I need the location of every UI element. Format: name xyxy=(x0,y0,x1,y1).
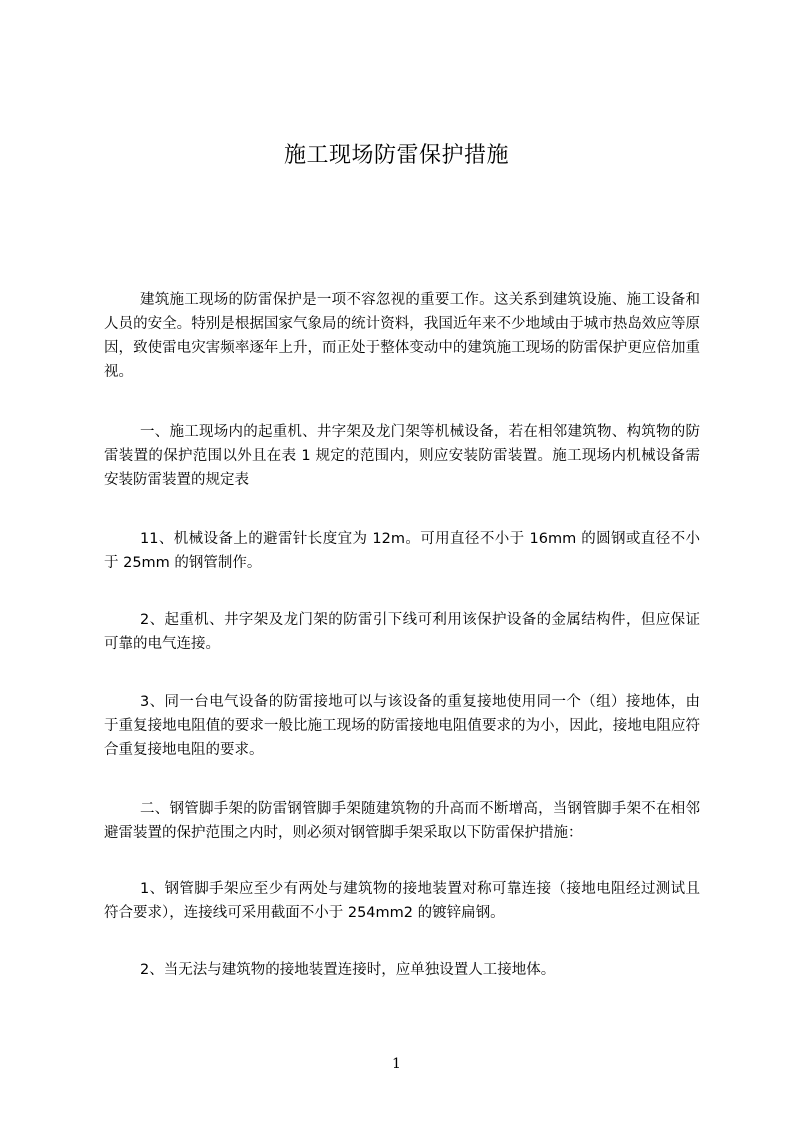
paragraph-intro: 建筑施工现场的防雷保护是一项不容忽视的重要工作。这关系到建筑设施、施工设备和人员的安全。特别是根据国家气象局的统计资料，我国近年来不少地域由于城市热岛效应等原因，致使雷电灾害频率逐年上升，而正处于整体变动中的建筑施工现场的防雷保护更应倍加重视。 xyxy=(104,292,700,380)
paragraph-item-11: 11、机械设备上的避雷针长度宜为 12m。可用直径不小于 16mm 的圆钢或直径不小于 25mm 的钢管制作。 xyxy=(104,531,700,571)
paragraph-sub-item-2: 2、当无法与建筑物的接地装置连接时，应单独设置人工接地体。 xyxy=(140,962,556,978)
paragraph-sub-item-1: 1、钢管脚手架应至少有两处与建筑物的接地装置对称可靠连接（接地电阻经过测试且符合要求），连接线可采用截面不小于 254mm2 的镀锌扁钢。 xyxy=(104,881,700,921)
paragraph-item-2: 2、起重机、井字架及龙门架的防雷引下线可利用该保护设备的金属结构件，但应保证可靠的电气连接。 xyxy=(104,612,700,652)
page-number: 1 xyxy=(392,1056,401,1072)
paragraph-section-two: 二、钢管脚手架的防雷钢管脚手架随建筑物的升高而不断增高，当钢管脚手架不在相邻避雷装置的保护范围之内时，则必须对钢管脚手架采取以下防雷保护措施： xyxy=(104,801,700,841)
paragraph-section-one: 一、施工现场内的起重机、井字架及龙门架等机械设备，若在相邻建筑物、构筑物的防雷装置的保护范围以外且在表 1 规定的范围内，则应安装防雷装置。施工现场内机械设备需安装防雷装置的规定表 xyxy=(104,424,700,488)
document-title: 施工现场防雷保护措施 xyxy=(283,143,509,168)
paragraph-item-3: 3、同一台电气设备的防雷接地可以与该设备的重复接地使用同一个（组）接地体，由于重复接地电阻值的要求一般比施工现场的防雷接地电阻值要求的为小，因此，接地电阻应符合重复接地电阻的要求。 xyxy=(104,694,700,758)
